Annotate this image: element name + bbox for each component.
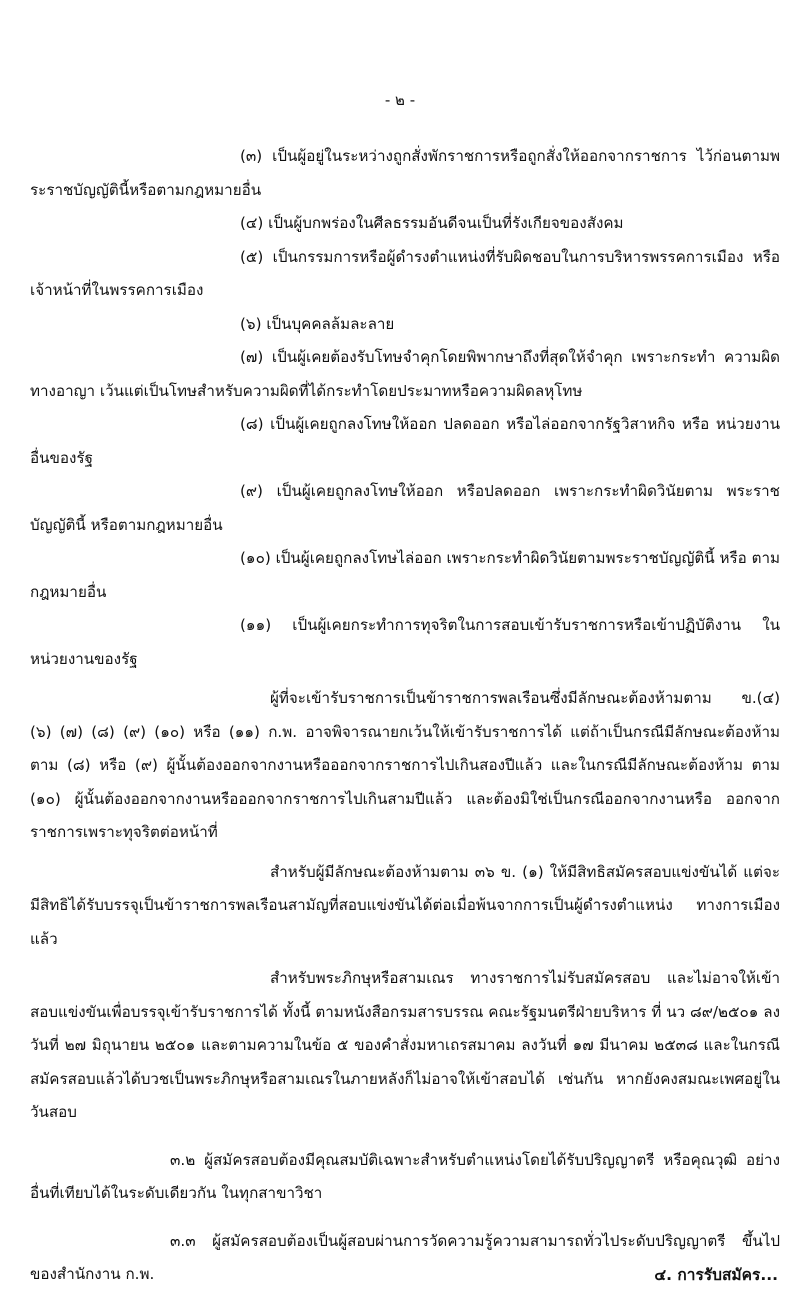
list-item-continuation: ตามกฎหมายอื่น xyxy=(30,549,781,601)
list-item-text: (๘) เป็นผู้เคยถูกลงโทษให้ออก ปลดออก หรือไล่ออกจากรัฐวิสาหกิจ หรือ xyxy=(240,415,710,433)
next-section-heading: ๔. การรับสมัคร... xyxy=(654,1266,778,1284)
list-item-continuation: หรือเจ้าหน้าที่ในพรรคการเมือง xyxy=(30,247,780,299)
list-item-text: (๗) เป็นผู้เคยต้องรับโทษจำคุกโดยพิพากษาถึงที่สุดให้จำคุก เพราะกระทำ xyxy=(240,348,716,366)
list-item-text: (๙) เป็นผู้เคยถูกลงโทษให้ออก หรือปลดออก เพราะกระทำผิดวินัยตาม xyxy=(240,482,714,500)
list-item-continuation: ความผิดทางอาญา เว้นแต่เป็นโทษสำหรับความผิดที่ได้กระทำโดยประมาทหรือความผิดลหุโทษ xyxy=(30,348,781,400)
list-item-10 xyxy=(30,542,780,609)
qualification-3-3-paragraph: ๓.๓ ผู้สมัครสอบต้องเป็นผู้สอบผ่านการวัดความรู้ความสามารถทั่วไประดับปริญญาตรี ขึ้นไปของสำนักงาน ก.พ. xyxy=(30,1231,780,1283)
list-item-text: (๑๐) เป็นผู้เคยถูกลงโทษไล่ออก เพราะกระทำผิดวินัยตามพระราชบัญญัตินี้ หรือ xyxy=(240,549,747,567)
page-number: - ๒ - xyxy=(384,91,416,109)
list-item-text: (๓) เป็นผู้อยู่ในระหว่างถูกสั่งพักราชการหรือถูกสั่งให้ออกจากราชการ xyxy=(240,147,687,165)
list-item-text: (๑๑) เป็นผู้เคยกระทำการทุจริตในการสอบเข้ารับราชการหรือเข้าปฏิบัติงาน xyxy=(240,616,742,634)
list-item-8 xyxy=(30,408,780,475)
list-item-3 xyxy=(30,140,780,207)
list-item-text: (๕) เป็นกรรมการหรือผู้ดำรงตำแหน่งที่รับผิดชอบในการบริหารพรรคการเมือง xyxy=(240,247,744,266)
monk-paragraph: สำหรับพระภิกษุหรือสามเณร ทางราชการไม่รับสมัครสอบ และไม่อาจให้เข้า สอบแข่งขันเพื่อบรรจุเข้ารับราชการได้ ทั้งนี้ ตามหนังสือกรมสารบรรณ คณะรัฐมนตรีฝ่ายบริหาร ที่ นว ๘๙/๒๕๐๑ ลงวันที่ ๒๗ มิถุนายน ๒๕๐๑ และตามความในข้อ ๕ ของคำสั่งมหาเถรสมาคม ลงวันที่ ๑๗ มีนาคม ๒๕๓๘ และในกรณีสมัครสอบแล้วได้บวชเป็นพระภิกษุหรือสามเณรในภายหลังก็ไม่อาจให้เข้าสอบได้ เช่นกัน หากยังคงสมณะเพศอยู่ในวันสอบ xyxy=(30,969,780,1121)
list-item-continuation: พระราชบัญญัตินี้ หรือตามกฎหมายอื่น xyxy=(30,482,780,534)
list-item-text: (๔) เป็นผู้บกพร่องในศีลธรรมอันดีจนเป็นที่รังเกียจของสังคม xyxy=(240,214,624,232)
list-item-9 xyxy=(30,475,780,542)
list-item-continuation: หน่วยงานอื่นของรัฐ xyxy=(30,415,781,467)
document-body xyxy=(30,140,780,1292)
list-item-6 xyxy=(30,308,780,342)
list-item-text: (๖) เป็นบุคคลล้มละลาย xyxy=(240,314,395,333)
list-item-5 xyxy=(30,241,780,308)
list-item-continuation: ในหน่วยงานของรัฐ xyxy=(30,616,780,668)
list-item-4 xyxy=(30,207,780,241)
list-item-7 xyxy=(30,341,780,408)
qualification-3-2-paragraph: ๓.๒ ผู้สมัครสอบต้องมีคุณสมบัติเฉพาะสำหรับตำแหน่งโดยได้รับปริญญาตรี หรือคุณวุฒิ อย่างอื่นที่เทียบได้ในระดับเดียวกัน ในทุกสาขาวิชา xyxy=(30,1150,780,1202)
exemption-paragraph: ผู้ที่จะเข้ารับราชการเป็นข้าราชการพลเรือนซึ่งมีลักษณะต้องห้ามตาม ข.(๔) (๖) (๗) (๘) (๙) (๑๐) หรือ (๑๑) ก.พ. อาจพิจารณายกเว้นให้เข้ารับราชการได้ แต่ถ้าเป็นกรณีมีลักษณะต้องห้าม ตาม (๘) หรือ (๙) ผู้นั้นต้องออกจากงานหรือออกจากราชการไปเกินสองปีแล้ว และในกรณีมีลักษณะต้องห้าม ตาม (๑๐) ผู้นั้นต้องออกจากงานหรือออกจากราชการไปเกินสามปีแล้ว และต้องมิใช่เป็นกรณีออกจากงานหรือ ออกจากราชการเพราะทุจริตต่อหน้าที่ xyxy=(30,689,780,841)
list-item-continuation: ไว้ก่อนตามพระราชบัญญัตินี้หรือตามกฎหมายอื่น xyxy=(30,147,780,199)
political-position-paragraph: สำหรับผู้มีลักษณะต้องห้ามตาม ๓๖ ข. (๑) ให้มีสิทธิสมัครสอบแข่งขันได้ แต่จะมีสิทธิได้รับบรรจุเป็นข้าราชการพลเรือนสามัญที่สอบแข่งขันได้ต่อเมื่อพ้นจากการเป็นผู้ดำรงตำแหน่ง ทางการเมืองแล้ว xyxy=(30,862,780,948)
list-item-11 xyxy=(30,609,780,676)
